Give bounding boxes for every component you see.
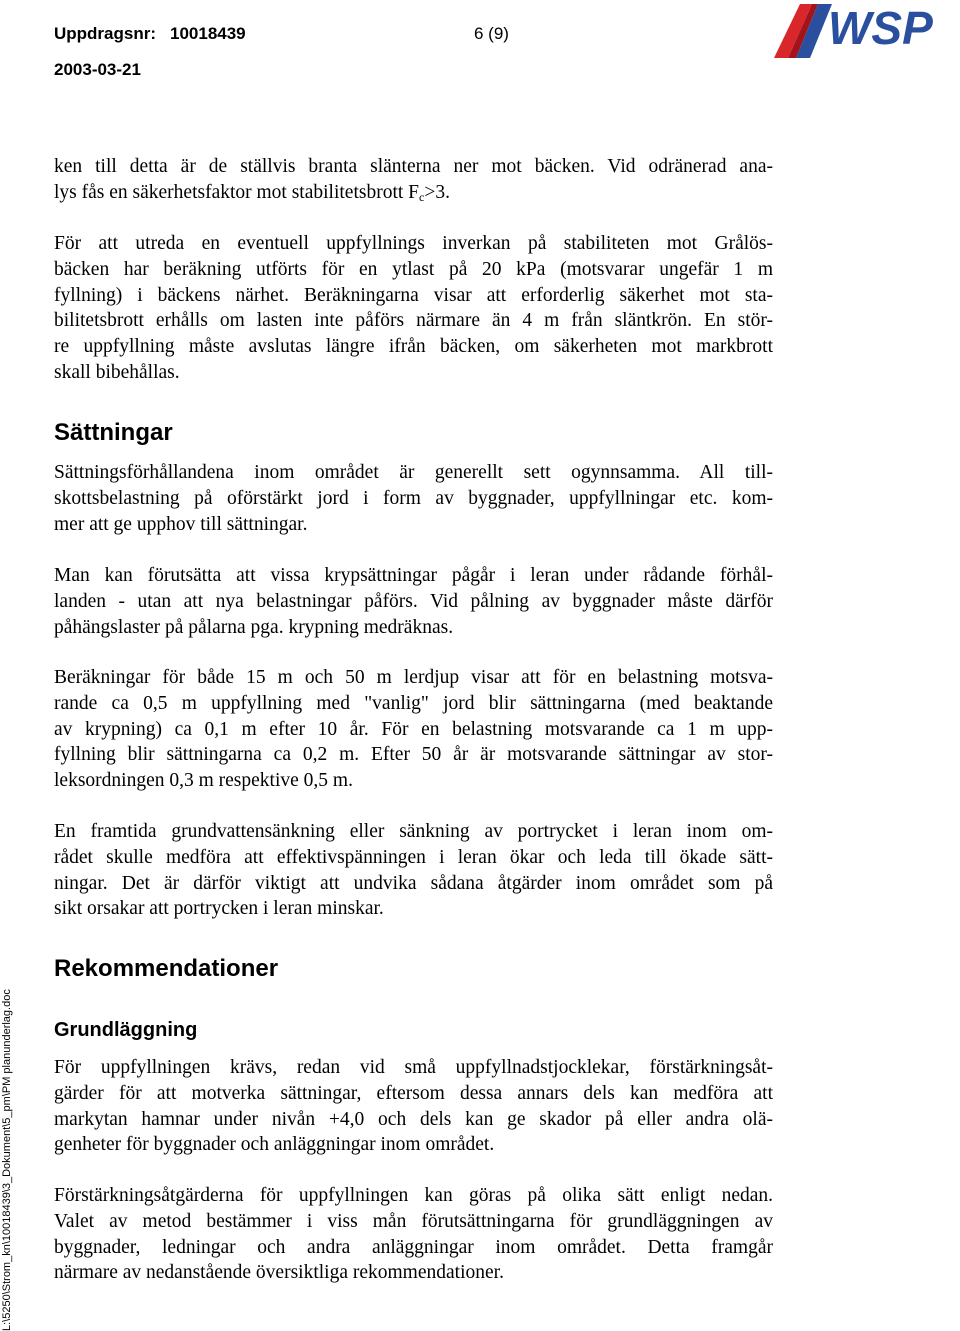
paragraph-groundwater [54,819,773,922]
project-number-label [54,24,246,44]
text-line: bilitetsbrott erhålls om lasten inte påförs närmare än 4 m från släntkrön. En stör- [54,310,773,332]
text-line: Förstärkningsåtgärderna för uppfyllningen kan göras på olika sätt enligt nedan. [54,1185,773,1206]
text-line: ningar. Det är därför viktigt att undvika sådana åtgärder inom området som på [54,872,773,894]
text-line: rande ca 0,5 m uppfyllning med "vanlig" jord blir sättningarna (med beaktande [54,692,773,714]
project-number: 10018439 [170,24,246,43]
text-line: För uppfyllningen krävs, redan vid små uppfyllnadstjocklekar, förstärkningsåt- [54,1057,773,1078]
paragraph-calculations [54,665,773,794]
text-fragment: lys fås en säkerhetsfaktor mot stabilitetsbrott F [54,181,420,203]
wsp-logo [770,0,960,62]
text-line: rådet skulle medföra att effektivspänningen i leran ökar och leda till ökade sätt- [54,846,773,868]
document-date: 2003-03-21 [54,60,141,79]
paragraph-reinforcement-methods [54,1183,773,1286]
text-line: skottsbelastning på oförstärkt jord i form av byggnader, uppfyllningar etc. kom- [54,487,773,509]
project-label: Uppdragsnr: [54,24,156,43]
text-line: mer att ge upphov till sättningar. [54,513,308,535]
text-line: genheter för byggnader och anläggningar inom området. [54,1134,495,1156]
text-line: markytan hamnar under nivån +4,0 och dels kan ge skador på eller andra olä- [54,1108,773,1130]
text-line: av krypning) ca 0,1 m efter 10 år. För en belastning motsvarande ca 1 m upp- [54,718,773,740]
text-line: byggnader, ledningar och andra anläggningar inom området. Detta framgår [54,1236,773,1258]
text-line: fyllning blir sättningarna ca 0,2 m. Efter 50 år är motsvarande sättningar av stor- [54,744,773,766]
text-line: närmare av nedanstående översiktliga rekommendationer. [54,1262,504,1284]
text-line: För att utreda en eventuell uppfyllnings inverkan på stabiliteten mot Grålös- [54,233,773,254]
text-line: fyllning) i bäckens närhet. Beräkningarna visar att erforderlig säkerhet mot sta- [54,284,773,306]
text-line: landen - utan att nya belastningar påförs. Vid pålning av byggnader måste därför [54,590,773,612]
paragraph-stability-intro [54,154,773,206]
text-line: Beräkningar för både 15 m och 50 m lerdjup visar att för en belastning motsva- [54,667,773,688]
text-line: skall bibehållas. [54,361,180,383]
paragraph-creep [54,563,773,640]
paragraph-stability-load [54,231,773,386]
text-line: sikt orsakar att portrycken i leran minskar. [54,898,384,920]
text-line: Valet av metod bestämmer i viss mån förutsättningarna för grundläggningen av [54,1210,773,1232]
text-line: ken till detta är de ställvis branta slänterna ner mot bäcken. Vid odränerad ana- [54,156,773,177]
text-line: bäcken har beräkning utförts för en ytlast på 20 kPa (motsvarar ungefär 1 m [54,258,773,280]
text-line: påhängslaster på pålarna pga. krypning medräknas. [54,616,454,638]
text-line [54,180,773,206]
paragraph-reinforcement-need [54,1055,773,1158]
heading-sattningar: Sättningar [54,419,173,446]
text-line: Man kan förutsätta att vissa krypsättningar pågår i leran under rådande förhål- [54,565,773,586]
text-line: re uppfyllning måste avslutas längre ifrån bäcken, om säkerheten mot markbrott [54,336,773,358]
heading-grundlaggning: Grundläggning [54,1019,198,1041]
heading-rekommendationer: Rekommendationer [54,955,279,982]
text-line: leksordningen 0,3 m respektive 0,5 m. [54,770,353,792]
text-line: En framtida grundvattensänkning eller sänkning av portrycket i leran inom om- [54,821,773,842]
file-path-footer: L:\5250\Strom_kn\10018439\3_Dokument\5_pm\PM planunderlag.doc [1,989,13,1331]
subscript: c [419,189,425,204]
text-line: Sättningsförhållandena inom området är generellt sett ogynnsamma. All till- [54,462,773,483]
text-line: gärder för att motverka sättningar, eftersom dessa annars dels kan medföra att [54,1082,773,1104]
logo-text: WSP [828,2,933,54]
page-number: 6 (9) [474,24,509,43]
paragraph-settlement-conditions [54,460,773,537]
text-fragment: >3. [424,181,450,203]
